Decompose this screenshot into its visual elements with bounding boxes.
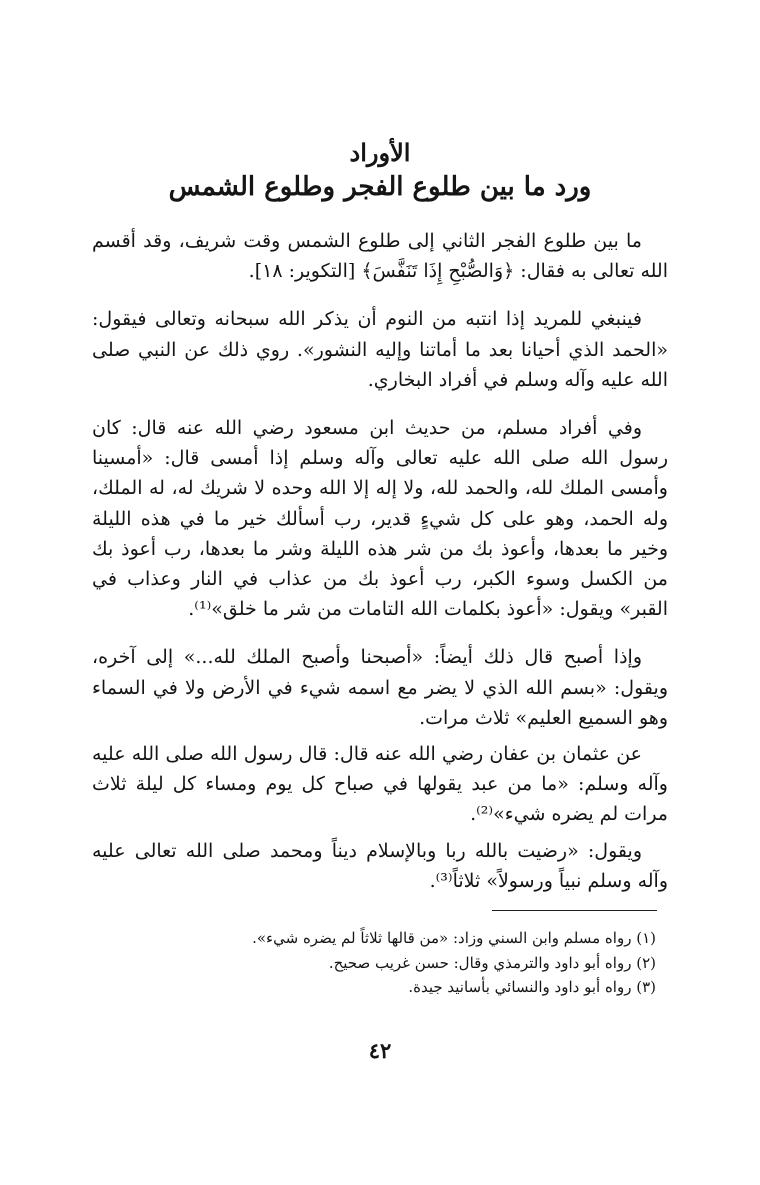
footnotes <box>92 926 656 1000</box>
paragraph: وفي أفراد مسلم، من حديث ابن مسعود رضي الله عنه قال: كان رسول الله صلى الله عليه تعالى وآله وسلم إذا أمسى قال: «أمسينا وأمسى الملك لله، والحمد لله، ولا إله إلا الله وحده لا شريك له، له الملك، وله الحمد، وهو على كل شيءٍ قدير، رب أسألك خير ما في هذه الليلة وخير ما بعدها، وأعوذ بك من شر هذه الليلة وشر ما بعدها، رب أعوذ بك من الكسل وسوء الكبر، رب أعوذ بك من عذاب في النار وعذاب في القبر» ويقول: «أعوذ بكلمات الله التامات من شر ما خلق»⁽¹⁾. <box>92 417 668 621</box>
paragraph: عن عثمان بن عفان رضي الله عنه قال: قال رسول الله صلى الله عليه وآله وسلم: «ما من عبد يقولها في صباح كل يوم ومساء كل ليلة ثلاث مرات لم يضره شيء»⁽²⁾. <box>92 743 668 826</box>
chapter-title: الأوراد <box>349 138 411 167</box>
section-title: ورد ما بين طلوع الفجر وطلوع الشمس <box>168 172 592 202</box>
footnote-separator <box>492 910 657 911</box>
paragraph: ويقول: «رضيت بالله ربا وبالإسلام ديناً ومحمد صلى الله تعالى عليه وآله وسلم نبياً ورسولاً» ثلاثاً⁽³⁾. <box>92 839 668 892</box>
paragraph: فينبغي للمريد إذا انتبه من النوم أن يذكر الله سبحانه وتعالى فيقول: «الحمد الذي أحيانا بعد ما أماتنا وإليه النشور». روي ذلك عن النبي صلى الله عليه وآله وسلم في أفراد البخاري. <box>92 308 668 391</box>
paragraph: وإذا أصبح قال ذلك أيضاً: «أصبحنا وأصبح الملك لله...» إلى آخره، ويقول: «بسم الله الذي لا يضر مع اسمه شيء في الأرض ولا في السماء وهو السميع العليم» ثلاث مرات. <box>92 646 668 729</box>
footnote: (١) رواه مسلم وابن السني وزاد: «من قالها ثلاثاً لم يضره شيء». <box>252 929 656 947</box>
body-text <box>92 226 668 896</box>
footnote: (٣) رواه أبو داود والنسائي بأسانيد جيدة. <box>408 978 656 996</box>
footnote: (٢) رواه أبو داود والترمذي وقال: حسن غريب صحيح. <box>328 953 656 972</box>
paragraph: ما بين طلوع الفجر الثاني إلى طلوع الشمس وقت شريف، وقد أقسم الله تعالى به فقال: ﴿وَالصُّبْحِ إِذَا تَنَفَّسَ﴾ [التكوير: ١٨]. <box>92 230 668 283</box>
page-number: ٤٢ <box>368 1038 392 1063</box>
